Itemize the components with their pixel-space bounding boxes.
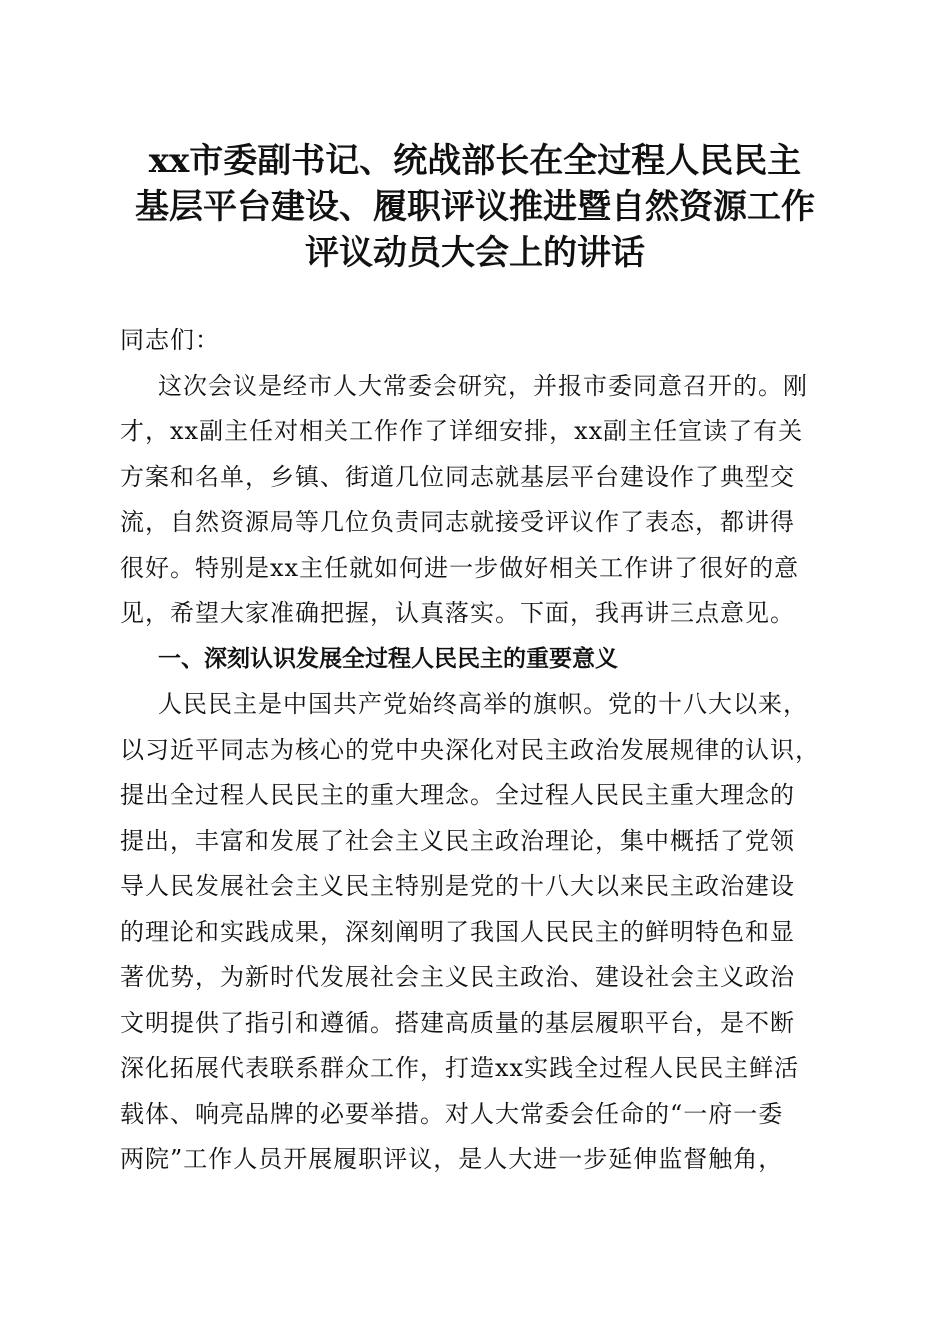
title-line: xx市委副书记、统战部长在全过程人民民主 [148, 141, 802, 181]
paragraph-line: 方案和名单，乡镇、街道几位同志就基层平台建设作了典型交 [120, 462, 795, 491]
document-title [100, 138, 850, 276]
paragraph-line: 提出全过程人民民主的重大理念。全过程人民民主重大理念的 [120, 781, 795, 809]
paragraph-line: 导人民发展社会主义民主特别是党的十八大以来民主政治建设 [120, 872, 795, 900]
paragraph-line: 才，xx副主任对相关工作作了详细安排，xx副主任宣读了有关 [120, 417, 804, 445]
salutation: 同志们： [120, 326, 220, 354]
paragraph-line: 人民民主是中国共产党始终高举的旗帜。党的十八大以来， [158, 690, 808, 718]
section-heading: 一、深刻认识发展全过程人民民主的重要意义 [158, 645, 618, 672]
paragraph-line: 这次会议是经市人大常委会研究，并报市委同意召开的。刚 [158, 371, 808, 400]
paragraph-line: 载体、响亮品牌的必要举措。对人大常委会任命的“一府一委 [120, 1099, 784, 1128]
paragraph-line: 深化拓展代表联系群众工作，打造xx实践全过程人民民主鲜活 [120, 1054, 800, 1082]
paragraph-opening [120, 364, 830, 637]
paragraph-line: 的理论和实践成果，深刻阐明了我国人民民主的鲜明特色和显 [120, 917, 795, 946]
paragraph-line: 两院”工作人员开展履职评议，是人大进一步延伸监督触角， [120, 1145, 784, 1173]
title-line: 评议动员大会上的讲话 [305, 233, 645, 273]
paragraph-line: 提出，丰富和发展了社会主义民主政治理论，集中概括了党领 [120, 826, 795, 855]
paragraph-section1 [120, 682, 830, 1183]
paragraph-line: 很好。特别是xx主任就如何进一步做好相关工作讲了很好的意 [120, 553, 800, 582]
paragraph-line: 以习近平同志为核心的党中央深化对民主政治发展规律的认识， [120, 735, 820, 764]
paragraph-line: 流，自然资源局等几位负责同志就接受评议作了表态，都讲得 [120, 508, 795, 536]
paragraph-line: 见，希望大家准确把握，认真落实。下面，我再讲三点意见。 [120, 599, 795, 627]
paragraph-line: 文明提供了指引和遵循。搭建高质量的基层履职平台，是不断 [120, 1008, 795, 1037]
title-line: 基层平台建设、履职评议推进暨自然资源工作 [135, 187, 815, 227]
document-body [120, 318, 830, 1183]
paragraph-line: 著优势，为新时代发展社会主义民主政治、建设社会主义政治 [120, 963, 795, 991]
